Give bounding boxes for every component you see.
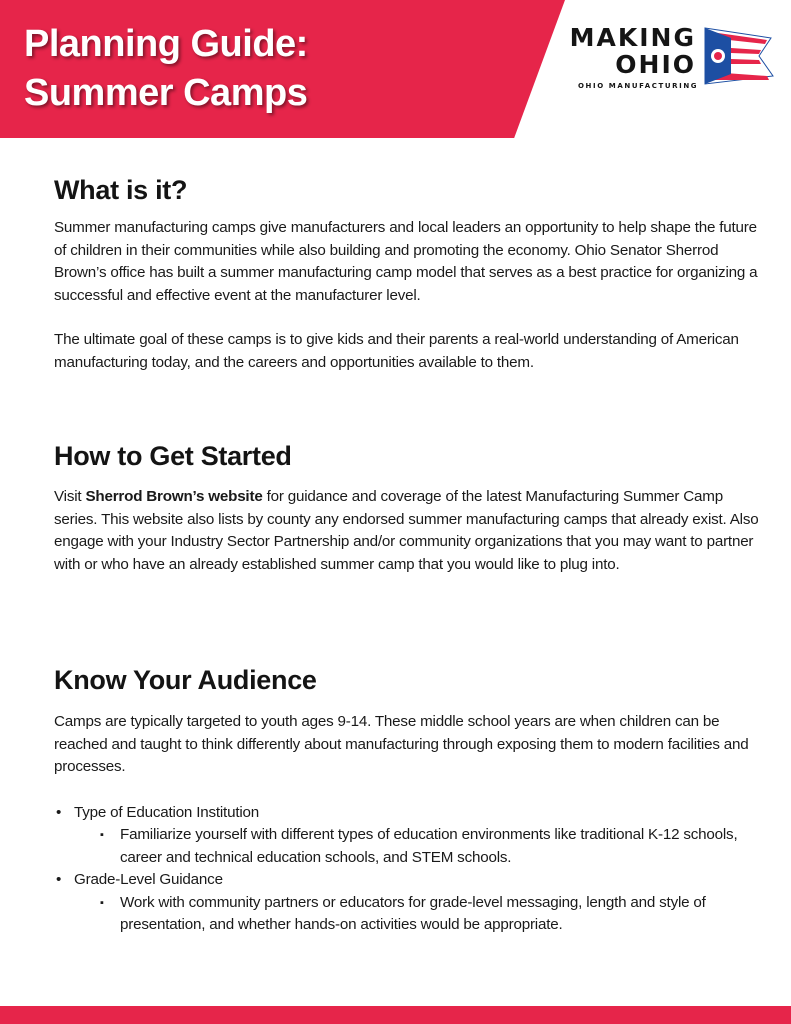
sub-list-item: ▪ Work with community partners or educators for grade-level messaging, length and style of presentation, and whether hands-on activities would be appropriate.: [100, 892, 764, 937]
sub-list-item: ▪ Familiarize yourself with different types of education environments like traditional K-12 schools, career and technical education schools, and STEM schools.: [100, 824, 764, 869]
heading-how-to-get-started: How to Get Started: [54, 441, 292, 471]
list-item: [54, 869, 764, 937]
footer-bar: [0, 1006, 791, 1024]
page-title: [24, 20, 308, 118]
start-text-post: for guidance and coverage of the latest Manufacturing Summer Camp series. This website also lists by county any endorsed summer manufacturing camps that already exist. Also engage with your Industry Sector Partnership and/or community organizations that you may want to partner with or who have an already established summer camp that you would like to plug into.: [54, 488, 759, 573]
heading-know-your-audience: Know Your Audience: [54, 665, 317, 695]
section-what-is-it: [54, 172, 764, 374]
sub-list: [74, 892, 764, 937]
section-how-to-get-started: [54, 438, 764, 576]
logo-making-text: MAKING: [569, 23, 696, 52]
audience-paragraph: Camps are typically targeted to youth ages 9-14. These middle school years are when children can be reached and taught to think differently about manufacturing through exposing them to modern facilities and processes.: [54, 713, 749, 775]
list-item: [54, 802, 764, 870]
making-ohio-logo: [569, 23, 778, 91]
logo-ohio-text: OHIO: [615, 50, 696, 79]
heading-what-is-it: What is it?: [54, 175, 188, 205]
sherrod-brown-website-link[interactable]: Sherrod Brown’s website: [85, 488, 263, 505]
audience-list: [54, 802, 764, 937]
title-line-1: Planning Guide:: [24, 23, 308, 65]
section-know-your-audience: [54, 662, 764, 937]
sub-list: [74, 824, 764, 869]
what-paragraph-2: The ultimate goal of these camps is to give kids and their parents a real-world understanding of American manufacturing today, and the careers and opportunities available to them.: [54, 331, 739, 371]
list-item-label: Type of Education Institution: [74, 803, 260, 821]
logo-tagline: OHIO MANUFACTURING: [578, 82, 699, 90]
start-paragraph: [54, 486, 764, 576]
start-text-pre: Visit: [54, 488, 86, 505]
ohio-flag-icon: [701, 26, 777, 86]
list-item-label: Grade-Level Guidance: [74, 871, 223, 888]
what-paragraph-1: Summer manufacturing camps give manufacturers and local leaders an opportunity to help shape the future of children in their communities while also building and promoting the economy. Ohio Senator Sherrod Brown’s office has built a summer manufacturing camp model that serves as a best practice for organizing a successful and effective event at the manufacturer level.: [54, 219, 758, 304]
title-line-2: Summer Camps: [24, 72, 308, 114]
